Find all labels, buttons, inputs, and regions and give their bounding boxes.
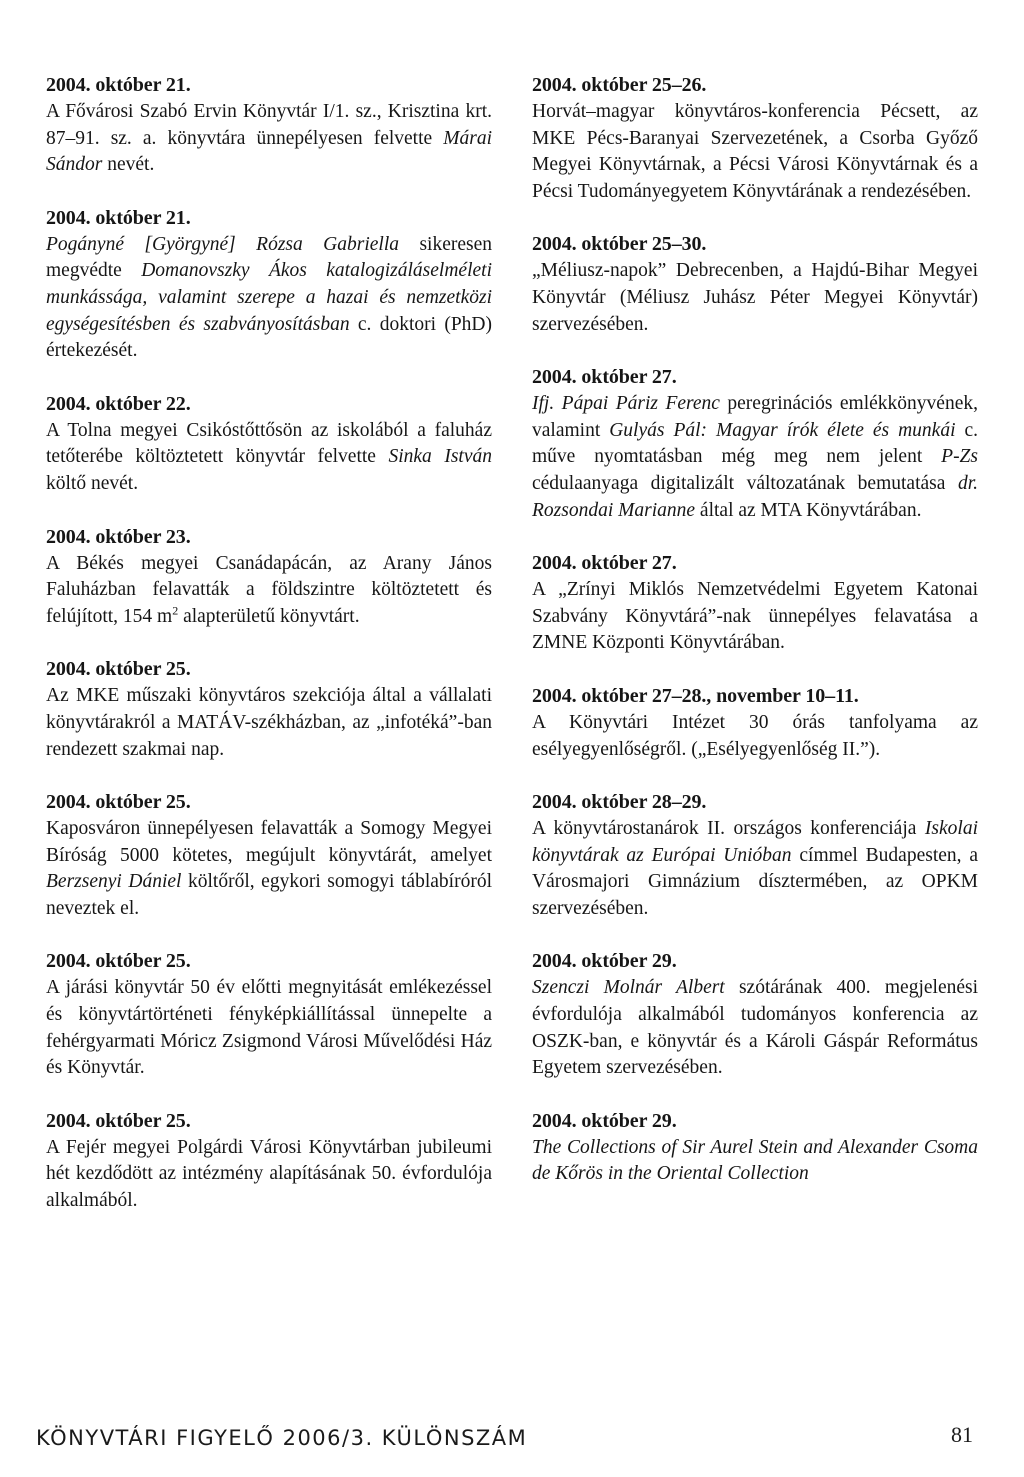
chronology-entry [46, 1108, 492, 1215]
entry-text-segment: A könyvtárostanárok II. országos konferenciája [532, 818, 925, 840]
chronology-entry [46, 391, 492, 498]
entry-text-segment: cédulaanyaga digitalizált változatának bemutatása [532, 472, 958, 494]
italic-title-text: Szenczi Molnár Albert [532, 977, 725, 999]
chronology-entry [46, 789, 492, 922]
entry-text-segment: A Fővárosi Szabó Ervin Könyvtár I/1. sz., Krisztina krt. 87–91. sz. a. könyvtára ünnepélyesen felvette [46, 101, 492, 149]
entry-text [46, 232, 492, 365]
entry-text-segment: által az MTA Könyvtárában. [695, 499, 922, 521]
entry-date: 2004. október 25. [46, 791, 191, 814]
entry-text [532, 710, 978, 763]
entry-text-segment: A Könyvtári Intézet 30 órás tanfolyama az esélyegyenlőségről. („Esélyegyenlőség II.”). [532, 711, 978, 760]
entry-text-segment: A Fejér megyei Polgárdi Városi Könyvtárban jubileumi hét kezdődött az intézmény alapításának 50. évfordulója alkalmából. [46, 1136, 492, 1212]
entry-text-segment: 2 [172, 603, 179, 618]
entry-date: 2004. október 21. [46, 74, 191, 96]
left-column [46, 72, 492, 1241]
chronology-entry [532, 948, 978, 1081]
entry-text-segment: Az MKE műszaki könyvtáros szekciója által a vállalati könyvtárakról a MATÁV-székházban, az „infotéká”-ban rendezett szakmai nap. [46, 685, 492, 760]
entry-text-segment: sikeresen megvédte [46, 233, 492, 282]
italic-title-text: P-Zs [941, 446, 978, 468]
entry-text-segment: A „Zrínyi Miklós Nemzetvédelmi Egyetem Katonai Szabvány Könyvtárá”-nak ünnepélyes felavatása a ZMNE Központi Könyvtárában. [532, 579, 978, 654]
entry-text [532, 975, 978, 1081]
entry-text [532, 391, 978, 524]
entry-text-segment: alapterületű könyvtárt. [178, 605, 360, 627]
entry-date: 2004. október 25. [46, 950, 191, 973]
entry-text [532, 258, 978, 338]
entry-text [532, 816, 978, 922]
entry-date: 2004. október 29. [532, 1109, 677, 1132]
entry-text-segment: nevét. [102, 154, 155, 176]
italic-title-text: Berzsenyi Dániel [46, 871, 182, 893]
entry-date: 2004. október 21. [46, 206, 191, 229]
chronology-entry [532, 789, 978, 922]
entry-text-segment: Horvát–magyar könyvtáros-konferencia Pécsett, az MKE Pécs-Baranyai Szervezetének, a Csorba Győző Megyei Könyvtárnak, a Pécsi Városi Könyvtárnak és a Pécsi Tudományegyetem Könyvtárának a rendezésében. [532, 101, 978, 202]
entry-text-segment: Kaposváron ünnepélyesen felavatták a Somogy Megyei Bíróság 5000 kötetes, megújult könyvtárát, amelyet [46, 818, 492, 866]
entry-date: 2004. október 27–28., november 10–11. [532, 684, 859, 707]
entry-date: 2004. október 25. [46, 658, 191, 681]
italic-title-text: Ifj. Pápai Páriz Ferenc [532, 393, 720, 415]
entry-date: 2004. október 29. [532, 950, 677, 973]
chronology-entry [532, 1108, 978, 1188]
italic-title-text: Gulyás Pál: Magyar írók élete és munkái [609, 419, 956, 441]
italic-title-text: Sinka István [388, 446, 492, 468]
entry-text [46, 551, 492, 631]
page-number: 81 [951, 1422, 973, 1447]
journal-title-footer: KÖNYVTÁRI FIGYELŐ 2006/3. KÜLÖNSZÁM [36, 1426, 528, 1450]
entry-text [532, 577, 978, 657]
chronology-entry [46, 948, 492, 1081]
entry-text [46, 1135, 492, 1215]
entry-text [46, 418, 492, 498]
entry-text [532, 99, 978, 205]
entry-date: 2004. október 25–30. [532, 233, 707, 256]
entry-date: 2004. október 28–29. [532, 791, 707, 814]
italic-title-text: Pogányné [Györgyné] Rózsa Gabriella [46, 233, 400, 255]
italic-title-text: Márai Sándor [46, 127, 492, 176]
chronology-entry [46, 524, 492, 631]
entry-date: 2004. október 27. [532, 552, 677, 575]
entry-text-segment: c. doktori (PhD) értekezését. [46, 313, 492, 362]
italic-title-text: Iskolai könyvtárak az Európai Unióban [532, 818, 978, 866]
chronology-entry [46, 656, 492, 763]
entry-text-segment: A Tolna megyei Csikóstőttősön az iskolából a faluház tetőterébe költöztetett könyvtár felvette [46, 419, 492, 468]
entry-text-segment: c. műve nyomtatásban még meg nem jelent [532, 419, 979, 468]
right-column [532, 72, 978, 1214]
entry-text-segment: költőről, egykori somogyi táblabíróról neveztek el. [46, 871, 492, 919]
entry-date: 2004. október 25–26. [532, 74, 707, 96]
entry-text-segment: A járási könyvtár 50 év előtti megnyitását emlékezéssel és könyvtártörténeti fényképkiállítással ünnepelte a fehérgyarmati Móricz Zsigmond Városi Művelődési Ház és Könyvtár. [46, 977, 492, 1079]
entry-text-segment: „Méliusz-napok” Debrecenben, a Hajdú-Bihar Megyei Könyvtár (Méliusz Juhász Péter Megyei Könyvtár) szervezésében. [532, 260, 978, 335]
italic-title-text: dr. Rozsondai Marianne [532, 472, 978, 521]
entry-text [46, 99, 492, 179]
chronology-entry [532, 550, 978, 657]
entry-date: 2004. október 22. [46, 392, 191, 415]
entry-text [46, 683, 492, 763]
entry-date: 2004. október 27. [532, 366, 677, 389]
entry-text [532, 1135, 978, 1188]
entry-date: 2004. október 25. [46, 1109, 191, 1132]
chronology-entry [46, 72, 492, 179]
entry-text [46, 816, 492, 922]
entry-text-segment: A Békés megyei Csanádapácán, az Arany János Faluházban felavatták a földszintre költöztetett és felújított, 154 m [46, 552, 492, 627]
chronology-entry [532, 72, 978, 205]
entry-date: 2004. október 23. [46, 525, 191, 548]
entry-text-segment: szótárának 400. megjelenési évfordulója alkalmából tudományos konferencia az OSZK-ban, e könyvtár és a Károli Gáspár Református Egyetem szervezésében. [532, 977, 979, 1079]
chronology-entry [532, 364, 978, 524]
entry-text [46, 975, 492, 1081]
italic-title-text: Domanovszky Ákos katalogizáláselméleti munkássága, valamint szerepe a hazai és nemzetközi egységesítésben és szabványosításban [46, 260, 492, 335]
entry-text-segment: költő nevét. [46, 472, 139, 494]
entry-text-segment: címmel Budapesten, a Városmajori Gimnázium dísztermében, az OPKM szervezésében. [532, 844, 978, 919]
italic-title-text: The Collections of Sir Aurel Stein and Alexander Csoma de Kőrös in the Oriental Collection [532, 1136, 978, 1185]
entry-text-segment: peregrinációs emlékkönyvének, valamint [532, 393, 978, 441]
chronology-entry [46, 205, 492, 365]
chronology-entry [532, 683, 978, 763]
chronology-entry [532, 231, 978, 338]
